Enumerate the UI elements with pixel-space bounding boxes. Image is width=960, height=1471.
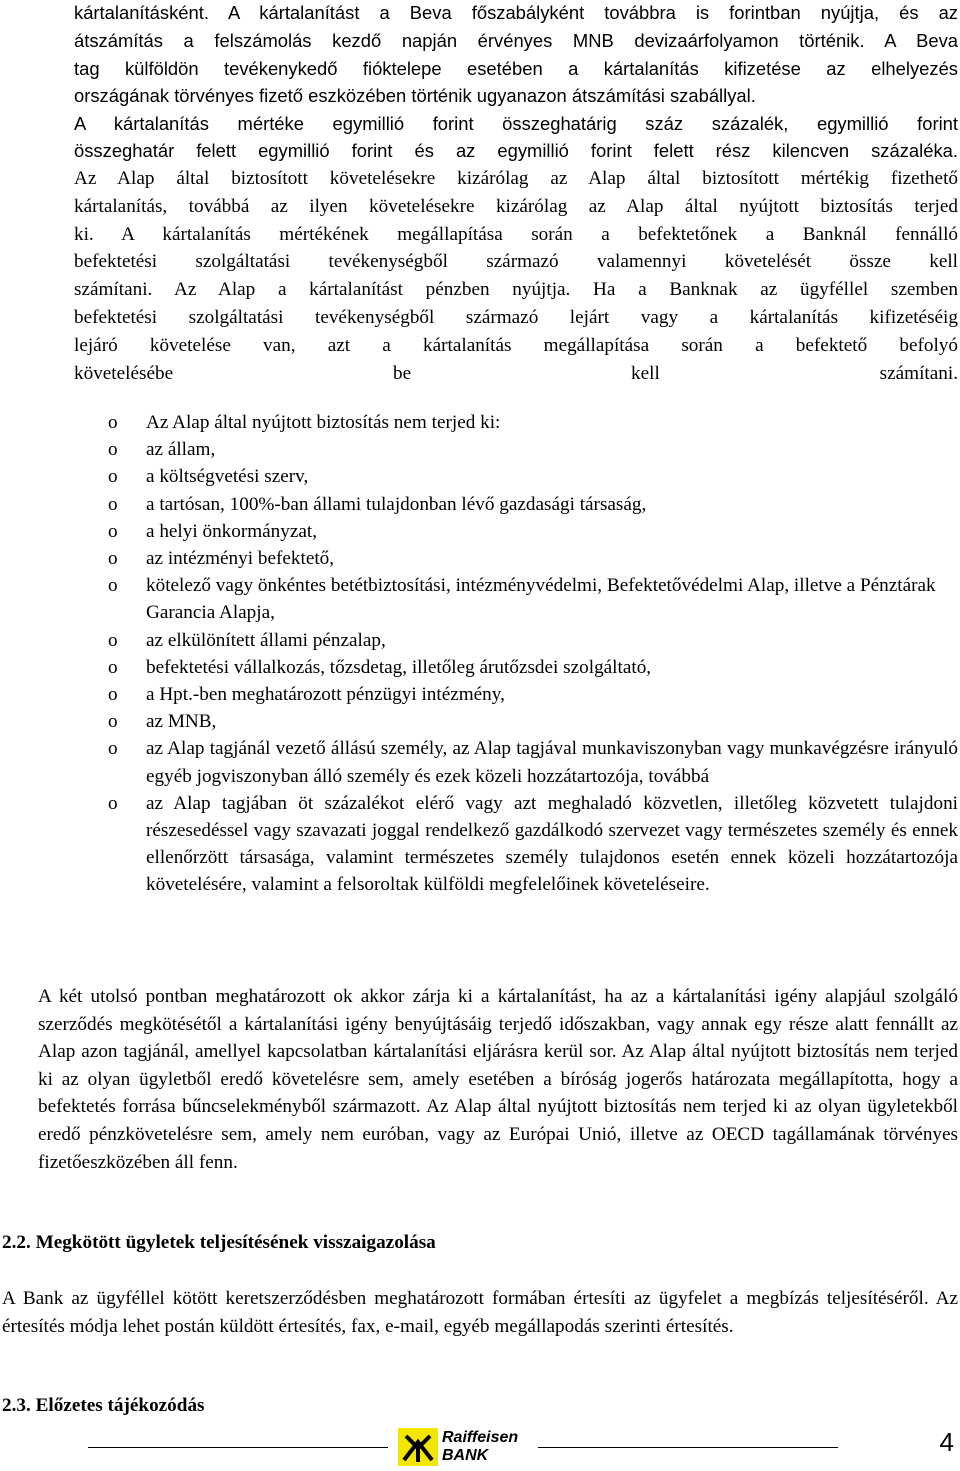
exclusion-list: [108, 409, 958, 899]
list-item: [108, 409, 958, 436]
exclusion-conditions-paragraph: A két utolsó pontban meghatározott ok akkor zárja ki a kártalanítást, ha az a kártalanítási igény alapjául szolgáló szerződés megkötésétől a kártalanítási igény benyújtásáig terjedő időszakban, vagy annak egy része alatt fennállt az Alap azon tagjánál, amellyel kapcsolatban kártalanítási eljárásra kerül sor. Az Alap által nyújtott biztosítás nem terjed ki az olyan ügyletből eredő követelésre sem, amely esetében a bíróság jogerős határozata megállapította, hogy a befektetés forrása bűncselekményből származott. Az Alap által nyújtott biztosítás nem terjed ki az olyan ügyletekből eredő pénzkövetelésre sem, amely nem euróban, vagy az Európai Unió, illetve az OECD tagállamának törvényes fizetőeszközében áll fenn.: [38, 986, 958, 1173]
bullet-marker: o: [108, 412, 118, 433]
bullet-marker: o: [108, 711, 118, 733]
intro-line: átszámítás a felszámolás kezdő napján érvényes MNB devizaárfolyamon történik. A Beva: [74, 29, 958, 51]
list-item-text: Az Alap által nyújtott biztosítás nem terjed ki:: [146, 412, 501, 433]
list-item: [108, 436, 958, 463]
list-item: [108, 654, 958, 681]
list-item-text: a tartósan, 100%-ban állami tulajdonban lévő gazdasági társaság,: [146, 493, 647, 515]
bullet-marker: o: [108, 520, 118, 542]
intro-line: kártalanítás, továbbá az ilyen követelésekre kizárólag az Alap által nyújtott biztosítás terjed: [74, 195, 958, 217]
logo-wordmark-bottom: BANK: [442, 1447, 489, 1464]
bullet-marker: o: [108, 629, 118, 651]
list-item-text: a helyi önkormányzat,: [146, 520, 318, 542]
list-item: [108, 545, 958, 572]
section-heading-2-3: 2.3. Előzetes tájékozódás: [2, 1395, 205, 1416]
list-item-text: az MNB,: [146, 711, 217, 733]
intro-line: Az Alap által biztosított követelésekre kizárólag az Alap által biztosított mértékig fizethető: [74, 168, 958, 189]
logo-wordmark-top: Raiffeisen: [442, 1429, 519, 1446]
intro-line: befektetési szolgáltatási tevékenységből származó valamennyi követelését össze kell: [74, 251, 958, 273]
intro-line: összeghatár felett egymillió forint és az egymillió forint felett rész kilencven százaléka.: [74, 140, 958, 162]
intro-line: ki. A kártalanítás mértékének megállapítása során a befektetőnek a Banknál fennálló: [74, 223, 958, 245]
list-item-text: a költségvetési szerv,: [146, 466, 309, 488]
intro-paragraph-serif: [74, 165, 958, 387]
list-item: [108, 463, 958, 490]
list-item: [108, 491, 958, 518]
intro-line: számítani. Az Alap a kártalanítást pénzben nyújtja. Ha a Banknak az ügyféllel szemben: [74, 279, 958, 301]
section-heading-2-2: 2.2. Megkötött ügyletek teljesítésének visszaigazolása: [2, 1232, 436, 1253]
bullet-marker: o: [108, 548, 118, 570]
list-item: [108, 790, 958, 899]
bullet-marker: o: [108, 684, 118, 706]
raiffeisen-gable-icon: [398, 1428, 438, 1466]
bullet-marker: o: [108, 493, 118, 515]
intro-line: befektetési szolgáltatási tevékenységből származó lejárt vagy a kártalanítás kifizetéséig: [74, 306, 958, 328]
bullet-marker: o: [108, 738, 118, 760]
intro-line: A kártalanítás mértéke egymillió forint összeghatárig száz százalék, egymillió forint: [74, 113, 958, 134]
list-item-text: az Alap tagjában öt százalékot elérő vagy azt meghaladó közvetlen, illetőleg közvetett tulajdoni részesedéssel vagy szavazati joggal rendelkező gazdálkodó szervezet vagy természetes személy és ennek ellenőrzött társasága, valamint természetes személy tulajdonos esetén ennek közeli hozzátartozója követelésére, valamint a felsoroltak külföldi megfelelőinek követeléseire.: [146, 792, 958, 896]
list-item: [108, 681, 958, 708]
intro-line: kártalanításként. A kártalanítást a Beva főszabályként továbbra is forintban nyújtja, és az: [74, 2, 958, 23]
list-item-text: az intézményi befektető,: [146, 548, 335, 570]
raiffeisen-bank-logo: [398, 1428, 530, 1466]
bullet-marker: o: [108, 656, 118, 678]
list-item-text: az állam,: [146, 439, 216, 461]
footer-rule-left: [88, 1447, 388, 1448]
list-item: [108, 708, 958, 735]
footer-rule-right: [538, 1447, 838, 1448]
intro-line: követelésébe be kell számítani.: [74, 362, 958, 384]
list-item-text: befektetési vállalkozás, tőzsdetag, illetőleg árutőzsdei szolgáltató,: [146, 656, 652, 678]
list-item-text: a Hpt.-ben meghatározott pénzügyi intézmény,: [146, 684, 505, 706]
list-item-text: az elkülönített állami pénzalap,: [146, 629, 386, 651]
bullet-marker: o: [108, 439, 118, 461]
page-number: 4: [939, 1427, 954, 1457]
list-item: [108, 518, 958, 545]
bullet-marker: o: [108, 792, 118, 814]
bullet-marker: o: [108, 575, 118, 597]
intro-paragraph-body: [74, 110, 958, 165]
section-2-2-body: A Bank az ügyféllel kötött keretszerződésben meghatározott formában értesíti az ügyfelet a megbízás teljesítéséről. Az értesítés módja lehet postán küldött értesítés, fax, e-mail, egyéb megállapodás szerinti értesítés.: [2, 1288, 958, 1337]
intro-paragraph: [74, 0, 958, 110]
list-item-text: az Alap tagjánál vezető állású személy, az Alap tagjával munkaviszonyban vagy munkavégzésre irányuló egyéb jogviszonyban álló személy és ezek közeli hozzátartozója, továbbá: [146, 738, 958, 787]
intro-line: tag külföldön tevékenykedő fióktelepe esetében a kártalanítás kifizetése az elhelyezés: [74, 57, 958, 79]
bullet-marker: o: [108, 466, 118, 488]
list-item: [108, 627, 958, 654]
list-item: [108, 572, 958, 626]
list-item: [108, 735, 958, 789]
intro-line: lejáró követelése van, azt a kártalanítás megállapítása során a befektető befolyó: [74, 334, 958, 356]
list-item-text: kötelező vagy önkéntes betétbiztosítási, intézményvédelmi, Befektetővédelmi Alap, illetve a Pénztárak Garancia Alapja,: [146, 575, 936, 624]
intro-line: országának törvényes fizető eszközében történik ugyanazon átszámítási szabállyal.: [74, 85, 756, 107]
